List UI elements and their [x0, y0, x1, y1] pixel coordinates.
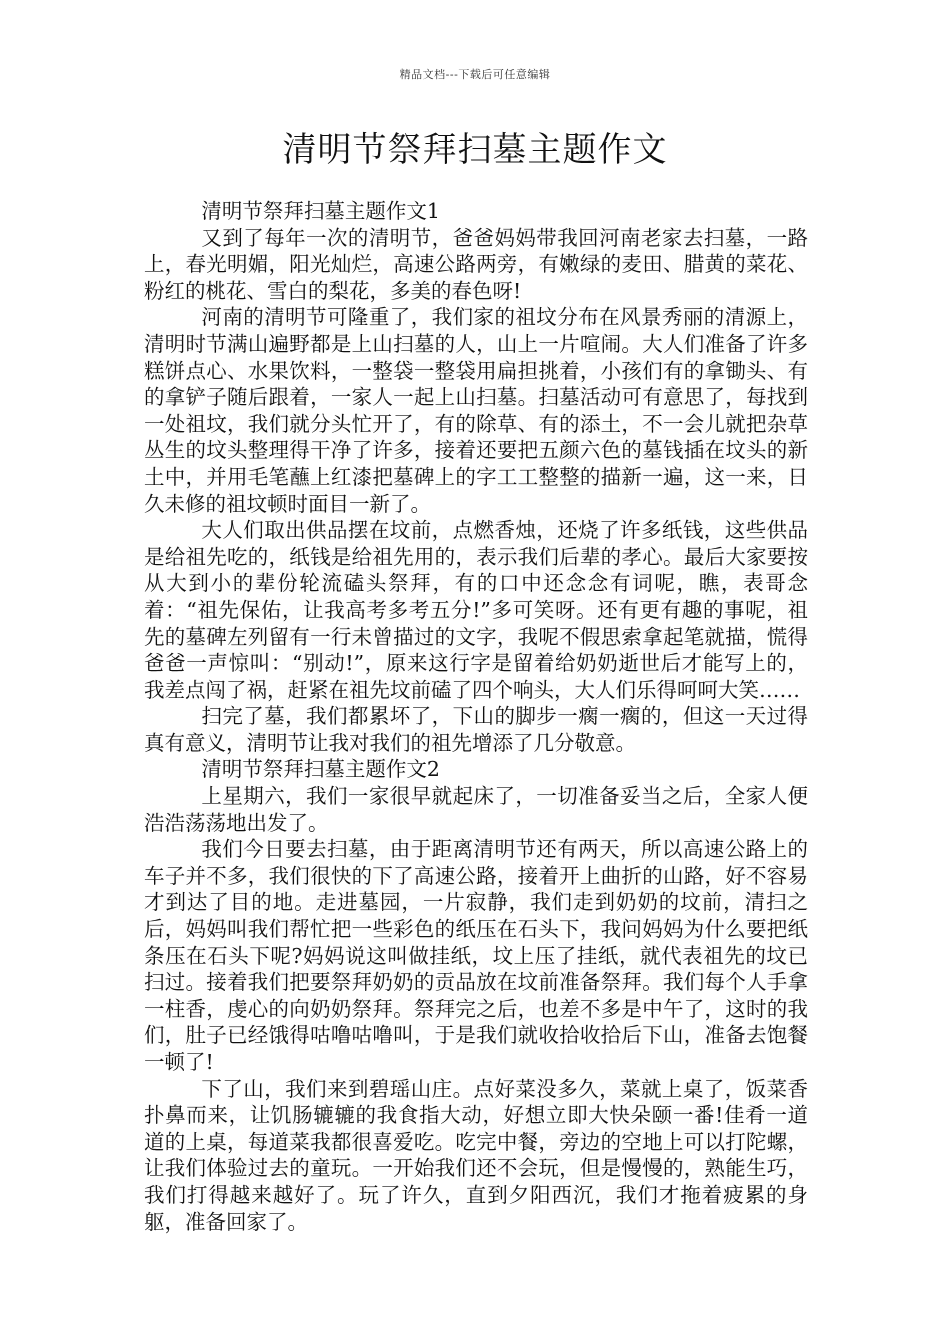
paragraph: 下了山，我们来到碧瑶山庄。点好菜没多久，菜就上桌了，饭菜香扑鼻而来，让饥肠辘辘的我食指大动，好想立即大快朵颐一番!佳肴一道道的上桌，每道菜我都很喜爱吃。吃完中餐，旁边的空地上可以打陀螺，让我们体验过去的童玩。一开始我们还不会玩，但是慢慢的，熟能生巧，我们打得越来越好了。玩了许久，直到夕阳西沉，我们才拖着疲累的身躯，准备回家了。 [144, 1076, 808, 1234]
section-heading-1: 清明节祭拜扫墓主题作文1 [201, 199, 440, 223]
paragraph: 大人们取出供品摆在坟前，点燃香烛，还烧了许多纸钱，这些供品是给祖先吃的，纸钱是给祖先用的，表示我们后辈的孝心。最后大家要按从大到小的辈份轮流磕头祭拜，有的口中还念念有词呢，瞧，表哥念着：“祖先保佑，让我高考多考五分!”多可笑呀。还有更有趣的事呢，祖先的墓碑左列留有一行未曾描过的文字，我呢不假思索拿起笔就描，慌得爸爸一声惊叫：“别动!”，原来这行字是留着给奶奶逝世后才能写上的，我差点闯了祸，赶紧在祖先坟前磕了四个响头，大人们乐得呵呵大笑…… [144, 518, 808, 702]
section-heading-2: 清明节祭拜扫墓主题作文2 [201, 757, 440, 782]
paragraph: 我们今日要去扫墓，由于距离清明节还有两天，所以高速公路上的车子并不多，我们很快的下了高速公路，接着开上曲折的山路，好不容易才到达了目的地。走进墓园，一片寂静，我们走到奶奶的坟前，清扫之后，妈妈叫我们帮忙把一些彩色的纸压在石头下，我问妈妈为什么要把纸条压在石头下呢?妈妈说这叫做挂纸，坟上压了挂纸，就代表祖先的坟已扫过。接着我们把要祭拜奶奶的贡品放在坟前准备祭拜。我们每个人手拿一柱香，虔心的向奶奶祭拜。祭拜完之后，也差不多是中午了，这时的我们，肚子已经饿得咕噜咕噜叫，于是我们就收拾收拾后下山，准备去饱餐一顿了! [144, 837, 808, 1074]
document-body [144, 198, 808, 1235]
paragraph: 又到了每年一次的清明节，爸爸妈妈带我回河南老家去扫墓，一路上，春光明媚，阳光灿烂，高速公路两旁，有嫩绿的麦田、腊黄的菜花、粉红的桃花、雪白的梨花，多美的春色呀! [144, 225, 808, 303]
page-header-note: 精品文档---下载后可任意编辑 [399, 68, 551, 81]
paragraph: 上星期六，我们一家很早就起床了，一切准备妥当之后，全家人便浩浩荡荡地出发了。 [144, 784, 808, 835]
paragraph: 河南的清明节可隆重了，我们家的祖坟分布在风景秀丽的清源上，清明时节满山遍野都是上山扫墓的人，山上一片喧闹。大人们准备了许多糕饼点心、水果饮料，一整袋一整袋用扁担挑着，小孩们有的拿锄头、有的拿铲子随后跟着，一家人一起上山扫墓。扫墓活动可有意思了，每找到一处祖坟，我们就分头忙开了，有的除草、有的添土，不一会儿就把杂草丛生的坟头整理得干净了许多，接着还要把五颜六色的墓钱插在坟头的新土中，并用毛笔蘸上红漆把墓碑上的字工工整整的描新一遍，这一来，日久未修的祖坟顿时面目一新了。 [144, 305, 808, 516]
document-title: 清明节祭拜扫墓主题作文 [282, 130, 668, 170]
paragraph: 扫完了墓，我们都累坏了，下山的脚步一瘸一瘸的，但这一天过得真有意义，清明节让我对我们的祖先增添了几分敬意。 [144, 704, 808, 755]
